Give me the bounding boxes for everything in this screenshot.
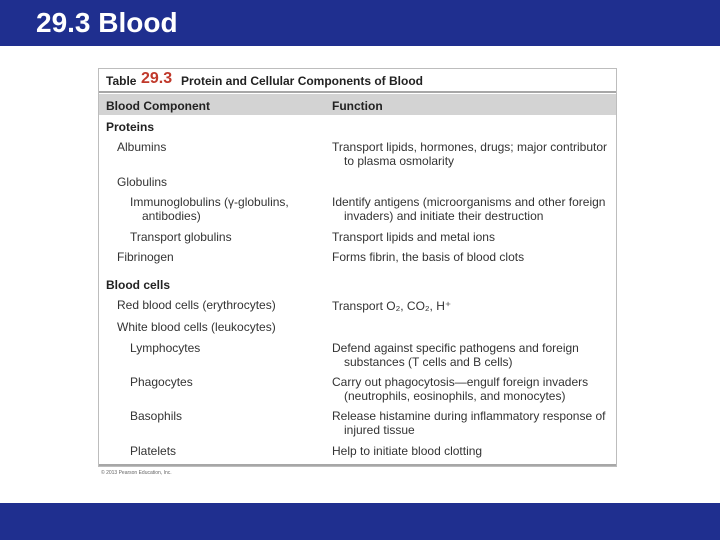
- function-phagocytes: [332, 375, 607, 403]
- component-globulins: Globulins: [117, 175, 168, 189]
- function-lymphocytes: [332, 341, 607, 369]
- function-immunoglobulins: [332, 195, 607, 223]
- slide-title: 29.3 Blood: [36, 7, 178, 38]
- table-number: 29.3: [141, 70, 173, 87]
- column-header-component: Blood Component: [106, 99, 210, 113]
- table-label: Table: [106, 74, 137, 88]
- function-basophils: [332, 409, 607, 437]
- function-red-blood-cells: Transport O₂, CO₂, H⁺: [332, 299, 452, 313]
- component-immunoglobulins-line2: antibodies): [142, 209, 201, 223]
- section-heading-blood-cells: Blood cells: [106, 278, 171, 292]
- component-phagocytes: Phagocytes: [130, 375, 193, 389]
- table-header: [99, 69, 616, 93]
- function-immunoglobulins-line2: invaders) and initiate their destruction: [344, 209, 544, 223]
- function-albumins-line2: to plasma osmolarity: [344, 154, 455, 168]
- column-header-function: Function: [332, 99, 383, 113]
- table-bottom-rule: [99, 464, 616, 466]
- column-header-row: [99, 94, 616, 115]
- component-fibrinogen: Fibrinogen: [117, 250, 174, 264]
- component-red-blood-cells: Red blood cells (erythrocytes): [117, 298, 276, 312]
- function-phagocytes-line2: (neutrophils, eosinophils, and monocytes): [344, 389, 566, 403]
- section-heading-proteins: Proteins: [106, 120, 155, 134]
- function-lymphocytes-line1: Defend against specific pathogens and foreign: [332, 341, 579, 355]
- table-caption: Protein and Cellular Components of Blood: [181, 74, 424, 88]
- function-immunoglobulins-line1: Identify antigens (microorganisms and other foreign: [332, 195, 606, 209]
- function-albumins: [332, 140, 607, 168]
- component-transport-globulins: Transport globulins: [130, 230, 232, 244]
- component-lymphocytes: Lymphocytes: [130, 341, 201, 355]
- function-phagocytes-line1: Carry out phagocytosis—engulf foreign invaders: [332, 375, 589, 389]
- function-fibrinogen: Forms fibrin, the basis of blood clots: [332, 250, 525, 264]
- component-platelets: Platelets: [130, 444, 177, 458]
- component-albumins: Albumins: [117, 140, 167, 154]
- footer-bar: [0, 503, 720, 540]
- function-platelets: Help to initiate blood clotting: [332, 444, 483, 458]
- component-white-blood-cells: White blood cells (leukocytes): [117, 320, 276, 334]
- function-transport-globulins: Transport lipids and metal ions: [332, 230, 495, 244]
- table-figure: [98, 68, 617, 467]
- function-albumins-line1: Transport lipids, hormones, drugs; major contributor: [332, 140, 608, 154]
- function-basophils-line2: injured tissue: [344, 423, 415, 437]
- function-basophils-line1: Release histamine during inflammatory response of: [332, 409, 606, 423]
- function-lymphocytes-line2: substances (T cells and B cells): [344, 355, 513, 369]
- copyright-notice: © 2013 Pearson Education, Inc.: [101, 470, 172, 476]
- component-basophils: Basophils: [130, 409, 183, 423]
- component-immunoglobulins-line1: Immunoglobulins (γ-globulins,: [130, 195, 289, 209]
- component-immunoglobulins: [130, 195, 289, 223]
